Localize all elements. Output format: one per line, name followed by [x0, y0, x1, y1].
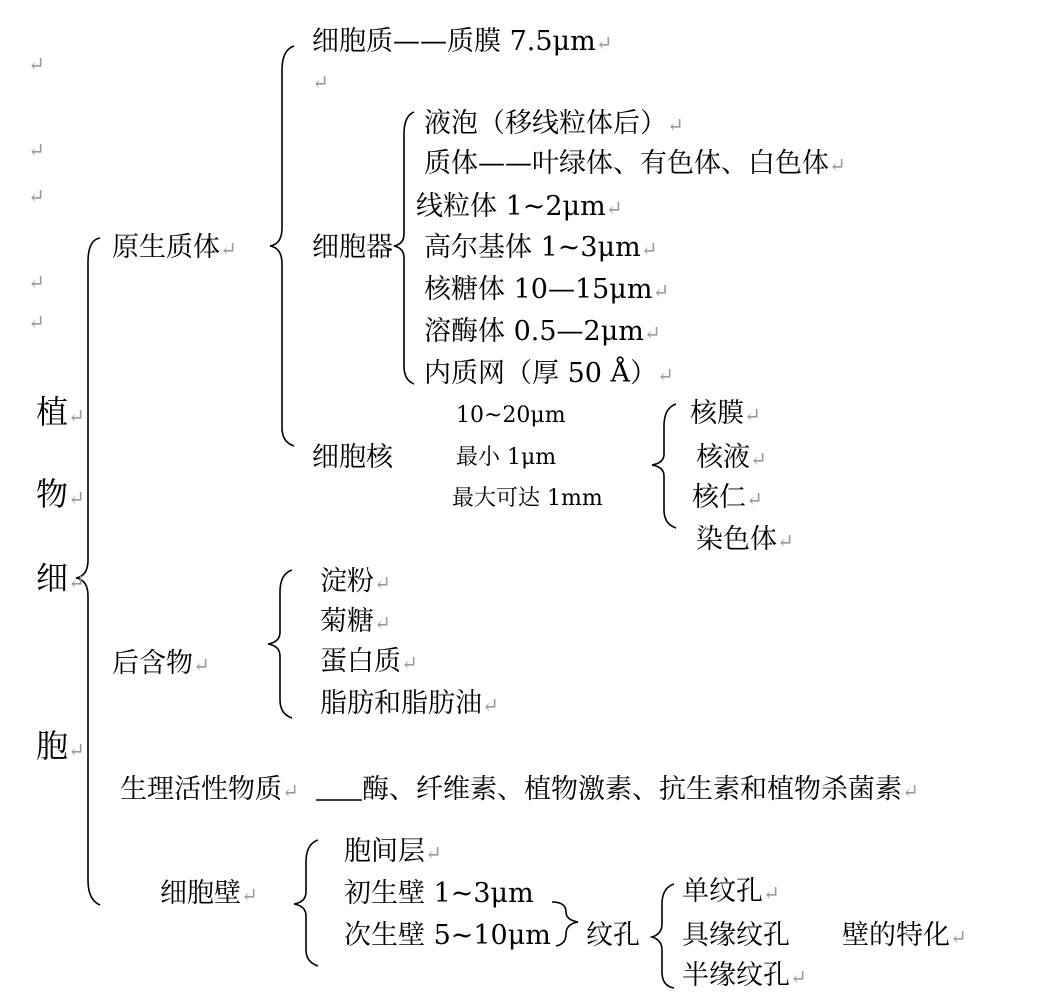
paragraph-mark: ↵: [28, 270, 45, 294]
nucleus-part: 核液↵: [696, 442, 767, 473]
wall-label: 细胞壁↵: [160, 878, 258, 909]
organelles-label: 细胞器: [312, 232, 393, 263]
organelle-item: 液泡（移线粒体后）↵: [424, 108, 684, 139]
pit-type: 具缘纹孔: [682, 920, 790, 951]
organelle-item: 核糖体 10—15μm↵: [424, 274, 670, 305]
organelle-item: 内质网（厚 50 Å）↵: [424, 358, 674, 389]
protoplast-label: 原生质体↵: [112, 232, 237, 263]
pit-types-brace: [652, 884, 674, 988]
wall-brace: [294, 840, 318, 966]
wall-layer: 胞间层↵: [344, 836, 442, 867]
organelle-item: 线粒体 1~2μm↵: [416, 191, 623, 222]
nucleus-label: 细胞核: [312, 442, 393, 473]
root-char: 物↵: [36, 475, 85, 513]
paragraph-mark: ↵: [28, 310, 45, 334]
wall-layer: 次生壁 5~10μm: [344, 920, 551, 951]
bioactive-label: 生理活性物质↵: [120, 774, 299, 805]
ergastic-item: 脂肪和脂肪油↵: [320, 688, 499, 719]
wall-layer: 初生壁 1~3μm: [344, 878, 534, 909]
pit-type: 半缘纹孔↵: [682, 960, 807, 991]
organelle-item: 溶酶体 0.5—2μm↵: [424, 316, 661, 347]
paragraph-mark: ↵: [28, 52, 45, 76]
organelle-brace: [394, 112, 414, 384]
nucleus-size: 最大可达 1mm: [452, 486, 603, 511]
pit-layers-brace: [552, 902, 578, 946]
nucleus-part: 核膜↵: [690, 398, 761, 429]
pits-note: 壁的特化↵: [842, 920, 967, 951]
ergastic-item: 淀粉↵: [320, 566, 391, 597]
ergastic-item: 菊糖↵: [320, 606, 391, 637]
ergastic-brace: [268, 570, 292, 718]
root-char: 胞↵: [36, 727, 85, 765]
nucleus-size: 10~20μm: [456, 403, 566, 428]
ergastic-label: 后含物↵: [112, 648, 210, 679]
pits-label: 纹孔: [586, 920, 640, 951]
paragraph-mark: ↵: [28, 138, 45, 162]
nucleus-parts-brace: [652, 404, 676, 528]
bioactive-detail: 酶、纤维素、植物激素、抗生素和植物杀菌素↵: [362, 774, 919, 805]
organelle-item: 质体——叶绿体、有色体、白色体↵: [424, 148, 846, 179]
nucleus-part: 核仁↵: [692, 482, 763, 513]
organelle-item: 高尔基体 1~3μm↵: [424, 232, 658, 263]
protoplast-brace: [270, 46, 294, 446]
pit-type: 单纹孔↵: [682, 876, 780, 907]
ergastic-item: 蛋白质↵: [320, 646, 418, 677]
root-char: 植↵: [36, 393, 85, 431]
nucleus-size: 最小 1μm: [456, 445, 557, 470]
root-char: 细↵: [36, 559, 85, 597]
paragraph-mark: ↵: [28, 184, 45, 208]
cytoplasm-line: 细胞质——质膜 7.5μm↵: [312, 26, 613, 57]
nucleus-part: 染色体↵: [696, 524, 794, 555]
paragraph-mark: ↵: [312, 70, 329, 94]
